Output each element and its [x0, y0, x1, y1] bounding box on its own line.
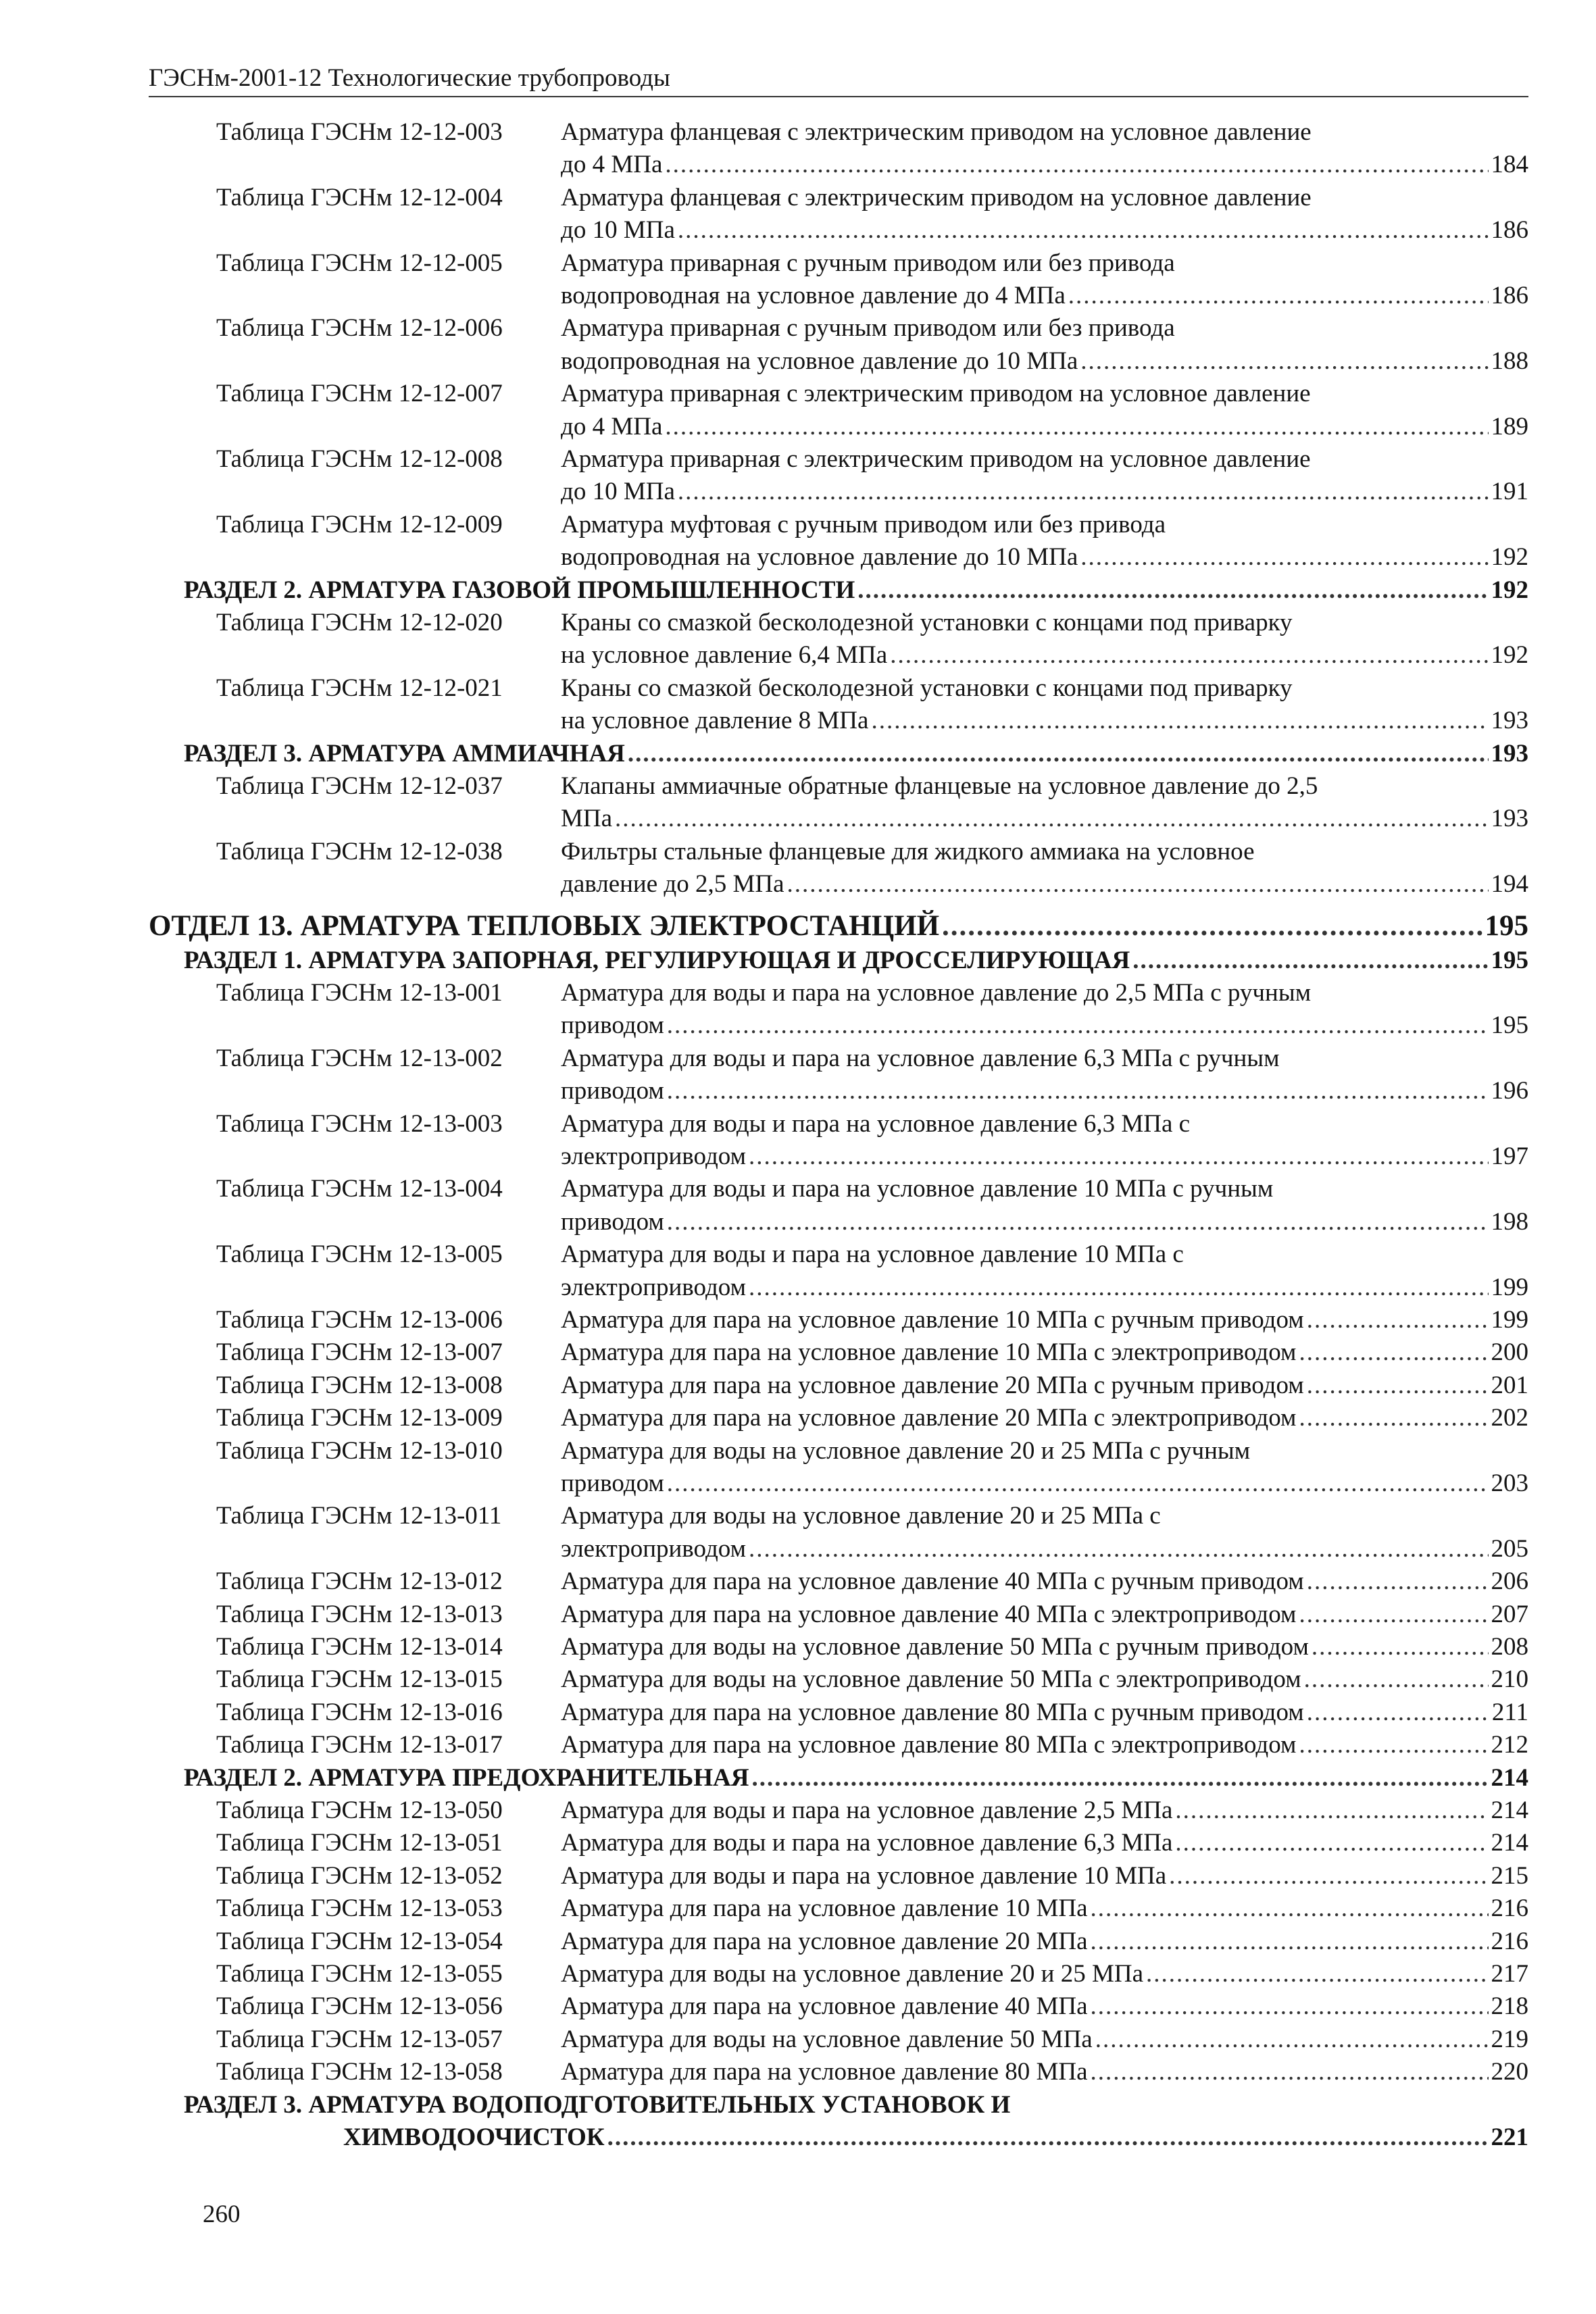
table-label: Таблица ГЭСНм 12-12-009	[216, 510, 503, 538]
table-title-page-number: 220	[1491, 2058, 1528, 2086]
dot-leader	[1175, 1794, 1488, 1827]
dot-leader	[667, 1206, 1489, 1238]
dot-leader	[628, 738, 1489, 770]
toc-entry	[149, 1435, 1528, 1501]
table-title-leader-line	[561, 1892, 1528, 1925]
table-title-text: Арматура для воды на условное давление 50 МПа	[561, 2025, 1093, 2053]
table-label: Таблица ГЭСНм 12-13-050	[216, 1796, 503, 1824]
toc-entry	[149, 1860, 1528, 1892]
table-label: Таблица ГЭСНм 12-13-055	[216, 1960, 503, 1988]
table-title-continuation-page-number: 191	[1491, 478, 1528, 506]
table-title-continuation-text: до 10 МПа	[561, 216, 675, 245]
dot-leader	[1299, 1599, 1488, 1631]
table-label: Таблица ГЭСНм 12-13-002	[216, 1044, 503, 1072]
table-title: Краны со смазкой бесколодезной установки с концами под приварку	[561, 674, 1293, 702]
table-title-continuation-text: на условное давление 8 МПа	[561, 707, 869, 735]
table-title-continuation-page-number: 194	[1491, 870, 1528, 899]
toc-entry	[149, 672, 1528, 738]
table-label: Таблица ГЭСНм 12-13-003	[216, 1109, 503, 1138]
table-title-continuation-text: давление до 2,5 МПа	[561, 870, 784, 899]
table-title-continuation-page-number: 198	[1491, 1207, 1528, 1236]
table-title-continuation-text: электроприводом	[561, 1534, 746, 1563]
table-title-leader-line	[561, 1304, 1528, 1336]
table-title-text: Арматура для пара на условное давление 20 МПа с электроприводом	[561, 1404, 1297, 1432]
toc-entry	[149, 378, 1528, 443]
table-title-leader-line	[561, 1860, 1528, 1892]
table-title-continuation-page-number: 188	[1491, 347, 1528, 375]
chapter-leader-line	[149, 908, 1528, 945]
dot-leader	[1091, 1990, 1489, 2023]
table-label: Таблица ГЭСНм 12-13-007	[216, 1338, 503, 1367]
table-title-continuation-leader-line	[561, 1075, 1528, 1107]
dot-leader	[857, 574, 1488, 607]
table-title-text: Арматура для пара на условное давление 80 МПа с ручным приводом	[561, 1698, 1304, 1726]
table-title-text: Арматура для пара на условное давление 40 МПа с электроприводом	[561, 1600, 1297, 1628]
toc-entry	[149, 1042, 1528, 1108]
table-title-leader-line	[561, 1663, 1528, 1696]
table-title-page-number: 218	[1491, 1992, 1528, 2021]
toc-entry	[149, 312, 1528, 378]
section-page-number: 195	[1491, 946, 1528, 974]
table-title-page-number: 206	[1491, 1567, 1528, 1596]
table-label: Таблица ГЭСНм 12-13-052	[216, 1861, 503, 1890]
toc-entry	[149, 770, 1528, 836]
table-label: Таблица ГЭСНм 12-13-004	[216, 1175, 503, 1203]
section-continuation-text: ХИМВОДООЧИСТОК	[343, 2123, 605, 2151]
table-title: Арматура для воды и пара на условное давление 6,3 МПа с	[561, 1109, 1191, 1138]
dot-leader	[1091, 1892, 1489, 1925]
table-label: Таблица ГЭСНм 12-12-037	[216, 772, 503, 800]
table-title-continuation-page-number: 192	[1491, 641, 1528, 670]
table-title-leader-line	[561, 1599, 1528, 1631]
table-title: Арматура фланцевая с электрическим приводом на условное давление	[561, 183, 1312, 211]
table-label: Таблица ГЭСНм 12-13-057	[216, 2025, 503, 2053]
chapter-text: ОТДЕЛ 13. АРМАТУРА ТЕПЛОВЫХ ЭЛЕКТРОСТАНЦИЙ	[149, 909, 940, 942]
toc-entry	[149, 1173, 1528, 1238]
table-title-continuation-leader-line	[561, 705, 1528, 737]
section-page-number: 214	[1491, 1763, 1528, 1792]
table-title-page-number: 219	[1491, 2025, 1528, 2053]
table-title-continuation-text: приводом	[561, 1077, 664, 1105]
dot-leader	[751, 1762, 1488, 1794]
table-title-page-number: 217	[1491, 1960, 1528, 1988]
dot-leader	[667, 1009, 1489, 1042]
table-title-text: Арматура для пара на условное давление 40 МПа	[561, 1992, 1088, 2021]
table-label: Таблица ГЭСНм 12-13-054	[216, 1927, 503, 1955]
dot-leader	[1304, 1663, 1489, 1696]
table-label: Таблица ГЭСНм 12-12-020	[216, 609, 503, 636]
table-label: Таблица ГЭСНм 12-13-009	[216, 1404, 503, 1432]
table-title-continuation-page-number: 203	[1491, 1469, 1528, 1497]
section-leader-line	[184, 574, 1528, 607]
table-title-continuation-leader-line	[561, 149, 1528, 181]
running-header: ГЭСНм-2001-12 Технологические трубопроводы	[149, 64, 1528, 97]
dot-leader	[1095, 2023, 1489, 2056]
table-title-continuation-page-number: 189	[1491, 412, 1528, 441]
table-title-continuation-leader-line	[561, 803, 1528, 835]
table-title-text: Арматура для пара на условное давление 80 МПа	[561, 2058, 1088, 2086]
section-text: РАЗДЕЛ 3. АРМАТУРА ВОДОПОДГОТОВИТЕЛЬНЫХ УСТАНОВОК И	[184, 2090, 1011, 2119]
table-title-continuation-page-number: 186	[1491, 281, 1528, 309]
dot-leader	[1169, 1860, 1488, 1892]
table-title-continuation-leader-line	[561, 214, 1528, 247]
table-title-continuation-page-number: 197	[1491, 1142, 1528, 1170]
table-title-text: Арматура для воды на условное давление 50 МПа с электроприводом	[561, 1665, 1301, 1694]
table-title: Арматура для воды и пара на условное давление 6,3 МПа с ручным	[561, 1044, 1280, 1072]
table-title-continuation-text: электроприводом	[561, 1142, 746, 1170]
toc-entry	[149, 1565, 1528, 1598]
toc-entry	[149, 836, 1528, 901]
table-title-continuation-text: водопроводная на условное давление до 4 МПа	[561, 281, 1066, 309]
table-title: Арматура фланцевая с электрическим приводом на условное давление	[561, 118, 1312, 146]
table-title-continuation-text: водопроводная на условное давление до 10 МПа	[561, 543, 1078, 572]
table-title-continuation-leader-line	[561, 541, 1528, 574]
dot-leader	[890, 639, 1488, 672]
toc-entry	[149, 1926, 1528, 1958]
table-title-continuation-page-number: 195	[1491, 1011, 1528, 1040]
table-title-continuation-text: приводом	[561, 1469, 664, 1497]
table-title-continuation-page-number: 193	[1491, 707, 1528, 735]
toc-entry	[149, 1827, 1528, 1859]
dot-leader	[607, 2121, 1489, 2154]
table-title-continuation-page-number: 192	[1491, 543, 1528, 572]
table-title-continuation-leader-line	[561, 1533, 1528, 1565]
table-label: Таблица ГЭСНм 12-13-005	[216, 1240, 503, 1269]
toc-entry	[149, 1238, 1528, 1304]
table-label: Таблица ГЭСНм 12-13-013	[216, 1600, 503, 1628]
table-title-continuation-leader-line	[561, 639, 1528, 672]
table-title-continuation-page-number: 184	[1491, 151, 1528, 179]
table-label: Таблица ГЭСНм 12-12-004	[216, 183, 503, 211]
table-title-continuation-page-number: 196	[1491, 1077, 1528, 1105]
dot-leader	[1312, 1631, 1489, 1663]
table-title-leader-line	[561, 1958, 1528, 1990]
section-text: РАЗДЕЛ 2. АРМАТУРА ГАЗОВОЙ ПРОМЫШЛЕННОСТИ	[184, 576, 855, 604]
table-title-text: Арматура для пара на условное давление 20 МПа с ручным приводом	[561, 1371, 1304, 1399]
table-title: Арматура приварная с ручным приводом или без привода	[561, 314, 1175, 343]
table-title-page-number: 211	[1491, 1698, 1528, 1726]
dot-leader	[787, 868, 1489, 901]
table-label: Таблица ГЭСНм 12-13-006	[216, 1306, 503, 1334]
table-title-continuation-text: на условное давление 6,4 МПа	[561, 641, 888, 670]
table-title-leader-line	[561, 1827, 1528, 1859]
table-label: Таблица ГЭСНм 12-12-008	[216, 445, 503, 473]
dot-leader	[749, 1533, 1489, 1565]
table-label: Таблица ГЭСНм 12-12-038	[216, 837, 503, 865]
table-label: Таблица ГЭСНм 12-13-056	[216, 1992, 503, 2021]
toc-entry	[149, 1990, 1528, 2023]
section-heading	[149, 2089, 1528, 2155]
dot-leader	[667, 1075, 1489, 1107]
table-title-page-number: 210	[1491, 1665, 1528, 1694]
table-title-text: Арматура для пара на условное давление 10 МПа с электроприводом	[561, 1338, 1297, 1367]
table-title-continuation-leader-line	[561, 1467, 1528, 1500]
dot-leader	[1068, 280, 1489, 312]
table-title-continuation-text: приводом	[561, 1011, 664, 1040]
table-title-text: Арматура для воды и пара на условное давление 6,3 МПа	[561, 1829, 1173, 1857]
section-text: РАЗДЕЛ 2. АРМАТУРА ПРЕДОХРАНИТЕЛЬНАЯ	[184, 1763, 749, 1792]
table-title-continuation-page-number: 199	[1491, 1273, 1528, 1301]
table-label: Таблица ГЭСНм 12-13-053	[216, 1894, 503, 1923]
dot-leader	[1091, 1926, 1489, 1958]
section-heading	[149, 738, 1528, 770]
dot-leader	[667, 1467, 1489, 1500]
table-title: Арматура для воды и пара на условное давление 10 МПа с ручным	[561, 1175, 1274, 1203]
toc-entry	[149, 509, 1528, 574]
table-label: Таблица ГЭСНм 12-13-001	[216, 979, 503, 1007]
section-page-number: 193	[1491, 739, 1528, 768]
dot-leader	[749, 1140, 1489, 1173]
table-title: Арматура приварная с ручным приводом или без привода	[561, 249, 1175, 277]
table-title-leader-line	[561, 1565, 1528, 1598]
table-title: Арматура для воды на условное давление 20 и 25 МПа с ручным	[561, 1436, 1251, 1465]
table-title-leader-line	[561, 1696, 1528, 1729]
toc-entry	[149, 247, 1528, 313]
toc-entry	[149, 1336, 1528, 1369]
table-title-text: Арматура для пара на условное давление 10 МПа с ручным приводом	[561, 1306, 1304, 1334]
toc-entry	[149, 1696, 1528, 1729]
section-heading	[149, 1762, 1528, 1794]
table-title-page-number: 214	[1491, 1829, 1528, 1857]
table-title-continuation-leader-line	[561, 411, 1528, 443]
section-continuation-leader-line	[343, 2121, 1528, 2154]
table-title-continuation-leader-line	[561, 1009, 1528, 1042]
table-title-continuation-leader-line	[561, 1206, 1528, 1238]
table-title-continuation-leader-line	[561, 1272, 1528, 1304]
table-title-page-number: 207	[1491, 1600, 1528, 1628]
table-title-page-number: 208	[1491, 1633, 1528, 1661]
table-title: Арматура муфтовая с ручным приводом или без привода	[561, 510, 1166, 538]
table-label: Таблица ГЭСНм 12-12-006	[216, 314, 503, 343]
table-title-continuation-text: водопроводная на условное давление до 10 МПа	[561, 347, 1078, 375]
table-label: Таблица ГЭСНм 12-13-016	[216, 1698, 503, 1726]
dot-leader	[1307, 1369, 1489, 1402]
dot-leader	[665, 411, 1488, 443]
table-label: Таблица ГЭСНм 12-12-007	[216, 380, 503, 408]
table-label: Таблица ГЭСНм 12-13-008	[216, 1371, 503, 1399]
dot-leader	[678, 214, 1489, 247]
dot-leader	[615, 803, 1488, 835]
table-label: Таблица ГЭСНм 12-12-003	[216, 118, 503, 146]
dot-leader	[678, 476, 1489, 508]
table-title-leader-line	[561, 1990, 1528, 2023]
table-title-continuation-leader-line	[561, 280, 1528, 312]
dot-leader	[1080, 345, 1488, 378]
table-title-page-number: 200	[1491, 1338, 1528, 1367]
table-title-continuation-text: электроприводом	[561, 1273, 746, 1301]
section-leader-line	[184, 945, 1528, 977]
dot-leader	[665, 149, 1488, 181]
table-title-leader-line	[561, 1794, 1528, 1827]
table-title-continuation-text: до 4 МПа	[561, 412, 663, 441]
section-heading	[149, 945, 1528, 977]
table-title-continuation-leader-line	[561, 868, 1528, 901]
chapter-page-number: 195	[1485, 909, 1528, 942]
dot-leader	[942, 908, 1482, 945]
table-label: Таблица ГЭСНм 12-13-058	[216, 2058, 503, 2086]
table-title-page-number: 216	[1491, 1894, 1528, 1923]
table-title-text: Арматура для воды на условное давление 20 и 25 МПа	[561, 1960, 1144, 1988]
toc-entry	[149, 1794, 1528, 1827]
toc-entry	[149, 1108, 1528, 1174]
table-title: Клапаны аммиачные обратные фланцевые на условное давление до 2,5	[561, 772, 1318, 800]
toc-entry	[149, 977, 1528, 1042]
table-title-leader-line	[561, 2056, 1528, 2088]
dot-leader	[1307, 1304, 1489, 1336]
table-title-continuation-leader-line	[561, 345, 1528, 378]
table-label: Таблица ГЭСНм 12-13-010	[216, 1436, 503, 1465]
table-label: Таблица ГЭСНм 12-13-014	[216, 1633, 503, 1661]
table-label: Таблица ГЭСНм 12-12-021	[216, 674, 503, 702]
toc-entry	[149, 182, 1528, 247]
table-label: Таблица ГЭСНм 12-12-005	[216, 249, 503, 277]
toc-entry	[149, 1402, 1528, 1434]
dot-leader	[1307, 1696, 1489, 1729]
toc-entry	[149, 2056, 1528, 2088]
table-title-page-number: 202	[1491, 1404, 1528, 1432]
table-title-text: Арматура для пара на условное давление 40 МПа с ручным приводом	[561, 1567, 1304, 1596]
table-title: Арматура приварная с электрическим приводом на условное давление	[561, 380, 1311, 408]
toc-entry	[149, 443, 1528, 509]
table-title-page-number: 199	[1491, 1306, 1528, 1334]
toc-entry	[149, 1892, 1528, 1925]
table-title-text: Арматура для пара на условное давление 10 МПа	[561, 1894, 1088, 1923]
table-title-text: Арматура для воды и пара на условное давление 2,5 МПа	[561, 1796, 1173, 1824]
dot-leader	[1175, 1827, 1488, 1859]
table-title-page-number: 212	[1491, 1731, 1528, 1759]
dot-leader	[1091, 2056, 1489, 2088]
toc-entry	[149, 1958, 1528, 1990]
table-label: Таблица ГЭСНм 12-13-017	[216, 1731, 503, 1759]
table-title-page-number: 201	[1491, 1371, 1528, 1399]
section-page-number: 192	[1491, 576, 1528, 604]
toc-entry	[149, 1631, 1528, 1663]
section-leader-line	[184, 738, 1528, 770]
dot-leader	[1299, 1402, 1488, 1434]
table-title-continuation-text: приводом	[561, 1207, 664, 1236]
section-continuation-page-number: 221	[1491, 2123, 1528, 2151]
table-title-text: Арматура для пара на условное давление 20 МПа	[561, 1927, 1088, 1955]
table-label: Таблица ГЭСНм 12-13-015	[216, 1665, 503, 1694]
table-title-continuation-leader-line	[561, 1140, 1528, 1173]
section-text: РАЗДЕЛ 1. АРМАТУРА ЗАПОРНАЯ, РЕГУЛИРУЮЩАЯ И ДРОССЕЛИРУЮЩАЯ	[184, 946, 1130, 974]
dot-leader	[1299, 1729, 1488, 1761]
table-label: Таблица ГЭСНм 12-13-012	[216, 1567, 503, 1596]
table-title-continuation-page-number: 186	[1491, 216, 1528, 245]
table-title-page-number: 215	[1491, 1861, 1528, 1890]
table-title-leader-line	[561, 1402, 1528, 1434]
section-text: РАЗДЕЛ 3. АРМАТУРА АММИАЧНАЯ	[184, 739, 625, 768]
table-title: Фильтры стальные фланцевые для жидкого аммиака на условное	[561, 837, 1255, 865]
chapter-heading	[149, 908, 1528, 945]
toc-entry	[149, 607, 1528, 672]
table-title-text: Арматура для пара на условное давление 80 МПа с электроприводом	[561, 1731, 1297, 1759]
table-title: Арматура для воды и пара на условное давление до 2,5 МПа с ручным	[561, 979, 1312, 1007]
toc-entry	[149, 2023, 1528, 2056]
table-title-continuation-page-number: 193	[1491, 805, 1528, 833]
toc-entry	[149, 1729, 1528, 1761]
table-title-text: Арматура для воды и пара на условное давление 10 МПа	[561, 1861, 1167, 1890]
toc-entry	[149, 1663, 1528, 1696]
table-title-continuation-page-number: 205	[1491, 1534, 1528, 1563]
table-title-page-number: 214	[1491, 1796, 1528, 1824]
dot-leader	[1146, 1958, 1488, 1990]
page-number: 260	[203, 2200, 241, 2228]
table-title-leader-line	[561, 1729, 1528, 1761]
dot-leader	[871, 705, 1488, 737]
toc-entry	[149, 116, 1528, 182]
dot-leader	[749, 1272, 1489, 1304]
table-title: Краны со смазкой бесколодезной установки с концами под приварку	[561, 609, 1293, 636]
table-title-continuation-text: до 10 МПа	[561, 478, 675, 506]
dot-leader	[1299, 1336, 1488, 1369]
table-title-leader-line	[561, 1369, 1528, 1402]
dot-leader	[1132, 945, 1488, 977]
toc-entry	[149, 1369, 1528, 1402]
toc-entry	[149, 1304, 1528, 1336]
table-label: Таблица ГЭСНм 12-13-011	[216, 1502, 502, 1530]
table-title-leader-line	[561, 1336, 1528, 1369]
table-label: Таблица ГЭСНм 12-13-051	[216, 1829, 503, 1857]
section-heading	[149, 574, 1528, 607]
table-title-continuation-text: МПа	[561, 805, 613, 833]
table-title-continuation-text: до 4 МПа	[561, 151, 663, 179]
table-title-leader-line	[561, 1926, 1528, 1958]
table-title-text: Арматура для воды на условное давление 50 МПа с ручным приводом	[561, 1633, 1309, 1661]
table-title-continuation-leader-line	[561, 476, 1528, 508]
table-title: Арматура приварная с электрическим приводом на условное давление	[561, 445, 1311, 473]
toc-entry	[149, 1500, 1528, 1565]
table-title-leader-line	[561, 1631, 1528, 1663]
toc-entry	[149, 1599, 1528, 1631]
table-title-leader-line	[561, 2023, 1528, 2056]
section-leader-line	[184, 1762, 1528, 1794]
table-title: Арматура для воды на условное давление 20 и 25 МПа с	[561, 1502, 1161, 1530]
table-title: Арматура для воды и пара на условное давление 10 МПа с	[561, 1240, 1184, 1269]
table-title-page-number: 216	[1491, 1927, 1528, 1955]
dot-leader	[1080, 541, 1488, 574]
dot-leader	[1307, 1565, 1489, 1598]
